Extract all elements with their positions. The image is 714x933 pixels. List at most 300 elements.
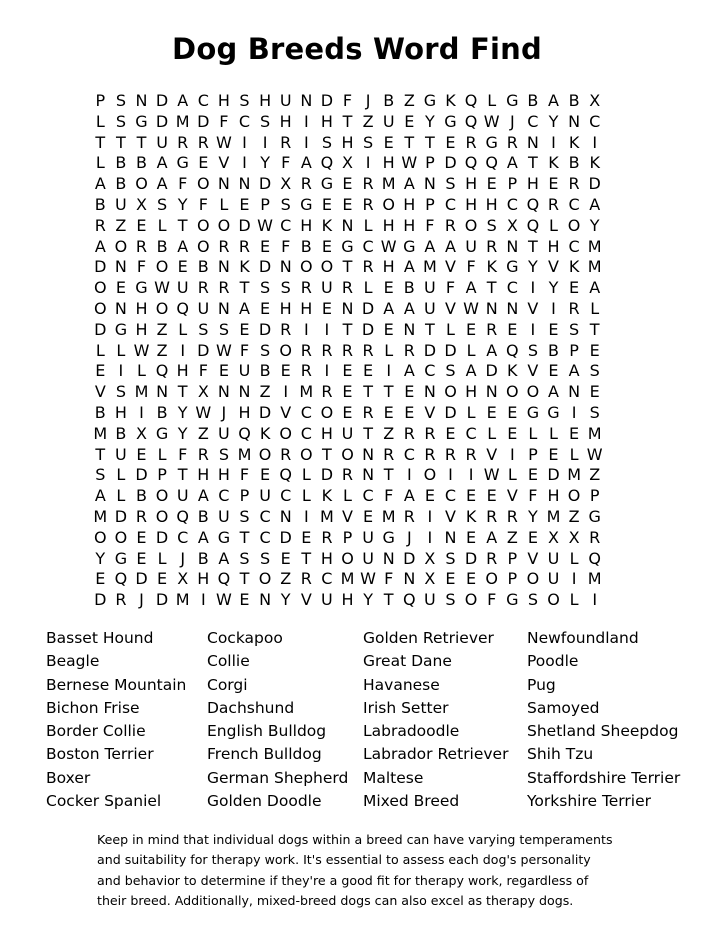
grid-letter[interactable]: P — [342, 527, 353, 547]
grid-letter[interactable]: H — [279, 298, 292, 318]
grid-letter[interactable]: M — [422, 257, 437, 277]
grid-letter[interactable]: D — [258, 174, 272, 194]
grid-letter[interactable]: E — [95, 361, 106, 381]
grid-letter[interactable]: Y — [528, 506, 538, 526]
grid-letter[interactable]: E — [136, 215, 147, 235]
grid-letter[interactable]: E — [589, 382, 600, 402]
grid-letter[interactable]: L — [466, 402, 476, 422]
grid-letter[interactable]: Q — [588, 548, 601, 568]
grid-letter[interactable]: E — [321, 194, 332, 214]
grid-letter[interactable]: Y — [95, 548, 106, 568]
grid-letter[interactable]: V — [445, 506, 456, 526]
grid-letter[interactable]: G — [176, 153, 189, 173]
grid-letter[interactable]: A — [94, 486, 106, 506]
grid-letter[interactable]: O — [94, 278, 107, 298]
grid-letter[interactable]: Q — [176, 506, 189, 526]
grid-letter[interactable]: Z — [403, 91, 415, 110]
grid-letter[interactable]: W — [195, 402, 212, 422]
grid-letter[interactable]: R — [403, 506, 415, 526]
grid-letter[interactable]: M — [93, 423, 108, 443]
grid-letter[interactable]: Q — [279, 465, 292, 485]
grid-letter[interactable]: L — [301, 486, 311, 506]
grid-letter[interactable]: Q — [485, 153, 498, 173]
grid-letter[interactable]: S — [95, 465, 106, 485]
grid-letter[interactable]: Z — [259, 382, 271, 402]
grid-letter[interactable]: T — [528, 236, 538, 256]
grid-letter[interactable]: I — [139, 402, 144, 422]
grid-letter[interactable]: S — [239, 506, 250, 526]
grid-letter[interactable]: E — [548, 319, 559, 339]
grid-letter[interactable]: X — [568, 527, 580, 547]
grid-letter[interactable]: L — [116, 486, 126, 506]
grid-letter[interactable]: S — [280, 278, 291, 298]
grid-letter[interactable]: E — [157, 569, 168, 589]
grid-letter[interactable]: E — [404, 382, 415, 402]
grid-letter[interactable]: K — [548, 153, 559, 173]
grid-letter[interactable]: A — [156, 153, 168, 173]
grid-letter[interactable]: D — [258, 319, 272, 339]
grid-letter[interactable]: E — [466, 486, 477, 506]
grid-letter[interactable]: L — [363, 215, 373, 235]
grid-letter[interactable]: H — [526, 174, 539, 194]
grid-letter[interactable]: N — [341, 298, 354, 318]
grid-letter[interactable]: G — [135, 111, 148, 131]
grid-letter[interactable]: C — [444, 486, 457, 506]
grid-letter[interactable]: D — [444, 402, 457, 422]
grid-letter[interactable]: Y — [425, 111, 435, 131]
grid-letter[interactable]: K — [445, 91, 456, 110]
grid-letter[interactable]: R — [424, 423, 436, 443]
grid-letter[interactable]: W — [215, 132, 232, 152]
grid-letter[interactable]: Z — [383, 423, 395, 443]
grid-letter[interactable]: S — [239, 548, 250, 568]
grid-letter[interactable]: O — [279, 423, 292, 443]
grid-letter[interactable]: A — [156, 174, 168, 194]
grid-letter[interactable]: O — [485, 569, 498, 589]
grid-letter[interactable]: L — [116, 340, 126, 360]
grid-letter[interactable]: R — [197, 278, 209, 298]
grid-letter[interactable]: H — [300, 298, 313, 318]
grid-letter[interactable]: Z — [156, 319, 168, 339]
grid-letter[interactable]: C — [238, 111, 251, 131]
grid-letter[interactable]: E — [239, 319, 250, 339]
grid-letter[interactable]: H — [465, 194, 478, 214]
grid-letter[interactable]: R — [94, 215, 106, 235]
grid-letter[interactable]: F — [281, 153, 291, 173]
grid-letter[interactable]: E — [445, 132, 456, 152]
grid-letter[interactable]: W — [257, 215, 273, 235]
grid-letter[interactable]: A — [465, 278, 477, 298]
grid-letter[interactable]: B — [568, 91, 580, 110]
grid-letter[interactable]: X — [424, 548, 436, 568]
grid-letter[interactable]: R — [362, 402, 374, 422]
grid-letter[interactable]: U — [321, 590, 333, 610]
grid-letter[interactable]: H — [341, 132, 354, 152]
grid-letter[interactable]: U — [547, 569, 560, 589]
grid-letter[interactable]: G — [588, 506, 601, 526]
grid-letter[interactable]: X — [342, 153, 353, 173]
grid-letter[interactable]: Z — [589, 465, 601, 485]
grid-letter[interactable]: E — [383, 278, 394, 298]
grid-letter[interactable]: R — [115, 590, 127, 610]
grid-letter[interactable]: O — [300, 444, 313, 464]
grid-letter[interactable]: C — [280, 215, 292, 235]
grid-letter[interactable]: W — [133, 340, 150, 360]
grid-letter[interactable]: D — [155, 91, 169, 110]
grid-letter[interactable]: C — [300, 423, 312, 443]
grid-letter[interactable]: O — [155, 506, 169, 526]
grid-letter[interactable]: I — [427, 527, 433, 547]
grid-letter[interactable]: O — [155, 486, 169, 506]
grid-letter[interactable]: R — [424, 444, 436, 464]
grid-letter[interactable]: E — [280, 548, 291, 568]
grid-letter[interactable]: Q — [176, 298, 189, 318]
grid-letter[interactable]: U — [218, 506, 230, 526]
grid-letter[interactable]: L — [95, 340, 105, 360]
grid-letter[interactable]: G — [217, 527, 231, 547]
grid-letter[interactable]: C — [527, 111, 539, 131]
grid-letter[interactable]: F — [466, 257, 476, 277]
grid-letter[interactable]: H — [382, 153, 395, 173]
grid-letter[interactable]: S — [445, 361, 456, 381]
grid-letter[interactable]: N — [423, 382, 436, 402]
grid-letter[interactable]: C — [259, 527, 271, 547]
grid-letter[interactable]: N — [279, 257, 292, 277]
grid-letter[interactable]: D — [444, 153, 457, 173]
grid-letter[interactable]: F — [487, 590, 497, 610]
grid-letter[interactable]: V — [342, 506, 353, 526]
grid-letter[interactable]: E — [239, 590, 250, 610]
grid-letter[interactable]: R — [135, 236, 148, 256]
grid-letter[interactable]: I — [386, 361, 392, 381]
grid-letter[interactable]: Q — [403, 590, 416, 610]
grid-letter[interactable]: A — [383, 298, 395, 318]
grid-letter[interactable]: I — [283, 382, 289, 402]
grid-letter[interactable]: G — [341, 236, 354, 256]
grid-letter[interactable]: E — [136, 548, 147, 568]
grid-letter[interactable]: B — [115, 153, 127, 173]
grid-letter[interactable]: A — [589, 278, 601, 298]
grid-letter[interactable]: E — [445, 569, 456, 589]
grid-letter[interactable]: O — [320, 402, 334, 422]
grid-letter[interactable]: A — [568, 361, 580, 381]
grid-letter[interactable]: T — [95, 132, 106, 152]
grid-letter[interactable]: T — [528, 153, 538, 173]
grid-letter[interactable]: T — [136, 132, 147, 152]
grid-letter[interactable]: E — [424, 486, 435, 506]
grid-letter[interactable]: R — [300, 569, 312, 589]
grid-letter[interactable]: E — [321, 298, 332, 318]
grid-letter[interactable]: E — [404, 402, 415, 422]
grid-letter[interactable]: H — [197, 569, 210, 589]
grid-letter[interactable]: T — [239, 569, 250, 589]
grid-letter[interactable]: D — [155, 590, 169, 610]
grid-letter[interactable]: S — [445, 548, 456, 568]
grid-letter[interactable]: W — [360, 569, 376, 589]
grid-letter[interactable]: X — [197, 382, 209, 402]
grid-letter[interactable]: L — [487, 91, 497, 110]
grid-letter[interactable]: T — [425, 132, 435, 152]
grid-letter[interactable]: S — [198, 319, 209, 339]
grid-letter[interactable]: L — [487, 423, 497, 443]
grid-letter[interactable]: T — [404, 132, 415, 152]
grid-letter[interactable]: U — [115, 444, 127, 464]
grid-letter[interactable]: I — [530, 319, 536, 339]
grid-letter[interactable]: V — [300, 590, 312, 610]
grid-letter[interactable]: F — [178, 444, 188, 464]
grid-letter[interactable]: K — [486, 257, 497, 277]
grid-letter[interactable]: E — [466, 569, 477, 589]
grid-letter[interactable]: D — [485, 361, 498, 381]
grid-letter[interactable]: K — [321, 215, 333, 235]
grid-letter[interactable]: O — [464, 215, 478, 235]
grid-letter[interactable]: C — [568, 236, 580, 256]
grid-letter[interactable]: E — [486, 174, 497, 194]
grid-letter[interactable]: I — [242, 153, 247, 173]
grid-letter[interactable]: E — [363, 506, 374, 526]
grid-letter[interactable]: N — [217, 257, 230, 277]
grid-letter[interactable]: E — [198, 153, 209, 173]
grid-letter[interactable]: Z — [568, 506, 580, 526]
grid-letter[interactable]: S — [527, 590, 538, 610]
grid-letter[interactable]: I — [571, 569, 577, 589]
grid-letter[interactable]: O — [567, 215, 581, 235]
grid-letter[interactable]: W — [586, 444, 603, 464]
grid-letter[interactable]: R — [341, 465, 354, 485]
grid-letter[interactable]: D — [320, 465, 334, 485]
grid-letter[interactable]: S — [260, 548, 271, 568]
grid-letter[interactable]: F — [445, 278, 456, 298]
grid-letter[interactable]: G — [547, 402, 560, 422]
grid-letter[interactable]: U — [362, 527, 374, 547]
grid-letter[interactable]: S — [115, 382, 126, 402]
grid-letter[interactable]: B — [259, 361, 271, 381]
grid-letter[interactable]: B — [135, 486, 147, 506]
grid-letter[interactable]: N — [423, 174, 436, 194]
grid-letter[interactable]: H — [217, 465, 230, 485]
grid-letter[interactable]: D — [423, 340, 437, 360]
grid-letter[interactable]: S — [363, 132, 374, 152]
grid-letter[interactable]: I — [448, 465, 453, 485]
grid-letter[interactable]: J — [406, 527, 412, 547]
grid-letter[interactable]: O — [300, 257, 313, 277]
grid-letter[interactable]: T — [342, 111, 353, 131]
grid-letter[interactable]: B — [156, 402, 168, 422]
grid-letter[interactable]: H — [238, 402, 251, 422]
grid-letter[interactable]: A — [589, 194, 601, 214]
grid-letter[interactable]: O — [197, 215, 210, 235]
grid-letter[interactable]: N — [362, 465, 375, 485]
grid-letter[interactable]: E — [342, 402, 353, 422]
grid-letter[interactable]: C — [300, 402, 312, 422]
grid-letter[interactable]: R — [403, 423, 415, 443]
grid-letter[interactable]: E — [527, 527, 538, 547]
grid-letter[interactable]: Z — [197, 423, 209, 443]
grid-letter[interactable]: R — [444, 444, 457, 464]
grid-letter[interactable]: T — [301, 548, 312, 568]
grid-letter[interactable]: G — [300, 194, 313, 214]
grid-letter[interactable]: Q — [464, 153, 478, 173]
grid-letter[interactable]: F — [528, 486, 538, 506]
grid-letter[interactable]: I — [509, 444, 515, 464]
grid-letter[interactable]: E — [260, 465, 271, 485]
grid-letter[interactable]: E — [342, 382, 353, 402]
grid-letter[interactable]: B — [300, 236, 312, 256]
grid-letter[interactable]: H — [300, 215, 313, 235]
grid-letter[interactable]: E — [342, 361, 353, 381]
grid-letter[interactable]: X — [589, 91, 601, 110]
grid-letter[interactable]: E — [486, 486, 497, 506]
grid-letter[interactable]: S — [321, 132, 332, 152]
grid-letter[interactable]: P — [507, 174, 518, 194]
grid-letter[interactable]: M — [237, 444, 252, 464]
grid-letter[interactable]: L — [549, 215, 558, 235]
grid-letter[interactable]: L — [507, 465, 517, 485]
grid-letter[interactable]: S — [260, 340, 271, 360]
grid-letter[interactable]: T — [322, 444, 332, 464]
grid-letter[interactable]: I — [242, 132, 247, 152]
grid-letter[interactable]: C — [218, 486, 230, 506]
grid-letter[interactable]: N — [238, 174, 251, 194]
grid-letter[interactable]: R — [362, 340, 374, 360]
grid-letter[interactable]: I — [200, 590, 206, 610]
grid-letter[interactable]: R — [486, 548, 498, 568]
grid-letter[interactable]: H — [320, 423, 333, 443]
grid-letter[interactable]: O — [341, 444, 354, 464]
grid-letter[interactable]: E — [507, 423, 518, 443]
grid-letter[interactable]: E — [569, 423, 580, 443]
grid-letter[interactable]: R — [486, 319, 498, 339]
grid-letter[interactable]: W — [463, 298, 479, 318]
grid-letter[interactable]: A — [197, 527, 209, 547]
grid-letter[interactable]: H — [547, 236, 560, 256]
grid-letter[interactable]: E — [363, 361, 374, 381]
grid-letter[interactable]: G — [114, 548, 128, 568]
grid-letter[interactable]: N — [506, 298, 519, 318]
grid-letter[interactable]: D — [320, 91, 334, 110]
grid-letter[interactable]: E — [342, 174, 353, 194]
grid-letter[interactable]: Y — [548, 111, 559, 131]
grid-letter[interactable]: R — [280, 319, 292, 339]
grid-letter[interactable]: R — [321, 527, 333, 547]
grid-letter[interactable]: T — [589, 319, 600, 339]
grid-letter[interactable]: Y — [177, 194, 188, 214]
grid-letter[interactable]: X — [424, 569, 436, 589]
grid-letter[interactable]: N — [403, 319, 416, 339]
grid-letter[interactable]: A — [94, 174, 106, 194]
grid-letter[interactable]: D — [135, 569, 148, 589]
grid-letter[interactable]: E — [301, 527, 312, 547]
grid-letter[interactable]: E — [383, 319, 394, 339]
grid-letter[interactable]: R — [135, 506, 148, 526]
grid-letter[interactable]: F — [198, 194, 208, 214]
grid-letter[interactable]: A — [403, 298, 415, 318]
grid-letter[interactable]: C — [362, 486, 374, 506]
grid-letter[interactable]: L — [95, 153, 105, 173]
grid-letter[interactable]: E — [527, 465, 538, 485]
grid-letter[interactable]: E — [569, 278, 580, 298]
grid-letter[interactable]: G — [135, 278, 148, 298]
grid-letter[interactable]: Y — [528, 257, 538, 277]
grid-letter[interactable]: P — [569, 340, 579, 360]
grid-letter[interactable]: W — [215, 340, 232, 360]
grid-letter[interactable]: D — [155, 111, 169, 131]
grid-letter[interactable]: D — [547, 465, 560, 485]
grid-letter[interactable]: M — [93, 506, 108, 526]
grid-letter[interactable]: P — [95, 91, 106, 110]
grid-letter[interactable]: T — [383, 382, 394, 402]
grid-letter[interactable]: I — [551, 132, 556, 152]
grid-letter[interactable]: L — [137, 361, 146, 381]
grid-letter[interactable]: N — [506, 236, 519, 256]
grid-letter[interactable]: O — [506, 382, 519, 402]
grid-letter[interactable]: Y — [548, 278, 559, 298]
grid-letter[interactable]: R — [362, 174, 374, 194]
grid-letter[interactable]: A — [445, 236, 456, 256]
grid-letter[interactable]: Q — [526, 215, 540, 235]
grid-letter[interactable]: N — [300, 91, 313, 110]
grid-letter[interactable]: N — [341, 215, 354, 235]
grid-letter[interactable]: R — [547, 194, 560, 214]
grid-letter[interactable]: A — [177, 236, 189, 256]
grid-letter[interactable]: A — [218, 548, 230, 568]
grid-letter[interactable]: C — [321, 569, 333, 589]
grid-letter[interactable]: B — [568, 153, 580, 173]
grid-letter[interactable]: A — [300, 153, 312, 173]
grid-letter[interactable]: P — [425, 153, 435, 173]
grid-letter[interactable]: H — [135, 319, 148, 339]
grid-letter[interactable]: Y — [177, 402, 188, 422]
grid-letter[interactable]: D — [279, 527, 292, 547]
grid-letter[interactable]: X — [280, 174, 292, 194]
grid-letter[interactable]: G — [114, 319, 128, 339]
grid-letter[interactable]: H — [403, 215, 416, 235]
grid-letter[interactable]: D — [94, 590, 107, 610]
grid-letter[interactable]: V — [280, 402, 292, 422]
grid-letter[interactable]: O — [526, 382, 540, 402]
grid-letter[interactable]: B — [156, 236, 168, 256]
grid-letter[interactable]: V — [486, 444, 498, 464]
grid-letter[interactable]: Q — [464, 91, 478, 110]
grid-letter[interactable]: R — [465, 132, 477, 152]
grid-letter[interactable]: H — [382, 215, 395, 235]
grid-letter[interactable]: L — [569, 444, 579, 464]
grid-letter[interactable]: W — [215, 590, 232, 610]
grid-letter[interactable]: U — [115, 194, 127, 214]
grid-letter[interactable]: N — [568, 111, 581, 131]
grid-letter[interactable]: L — [301, 465, 311, 485]
grid-letter[interactable]: L — [569, 590, 579, 610]
grid-letter[interactable]: I — [592, 132, 598, 152]
grid-letter[interactable]: L — [219, 194, 229, 214]
grid-letter[interactable]: I — [406, 465, 412, 485]
grid-letter[interactable]: A — [506, 153, 518, 173]
grid-letter[interactable]: N — [135, 91, 148, 110]
grid-letter[interactable]: R — [300, 361, 312, 381]
grid-letter[interactable]: A — [239, 298, 250, 318]
grid-letter[interactable]: C — [259, 506, 271, 526]
grid-letter[interactable]: Q — [320, 153, 334, 173]
grid-letter[interactable]: P — [507, 548, 518, 568]
grid-letter[interactable]: O — [217, 215, 231, 235]
grid-letter[interactable]: V — [506, 486, 518, 506]
grid-letter[interactable]: F — [178, 174, 188, 194]
grid-letter[interactable]: S — [589, 361, 600, 381]
grid-letter[interactable]: O — [444, 382, 457, 402]
grid-letter[interactable]: N — [568, 382, 581, 402]
grid-letter[interactable]: N — [156, 382, 169, 402]
grid-letter[interactable]: A — [548, 382, 559, 402]
